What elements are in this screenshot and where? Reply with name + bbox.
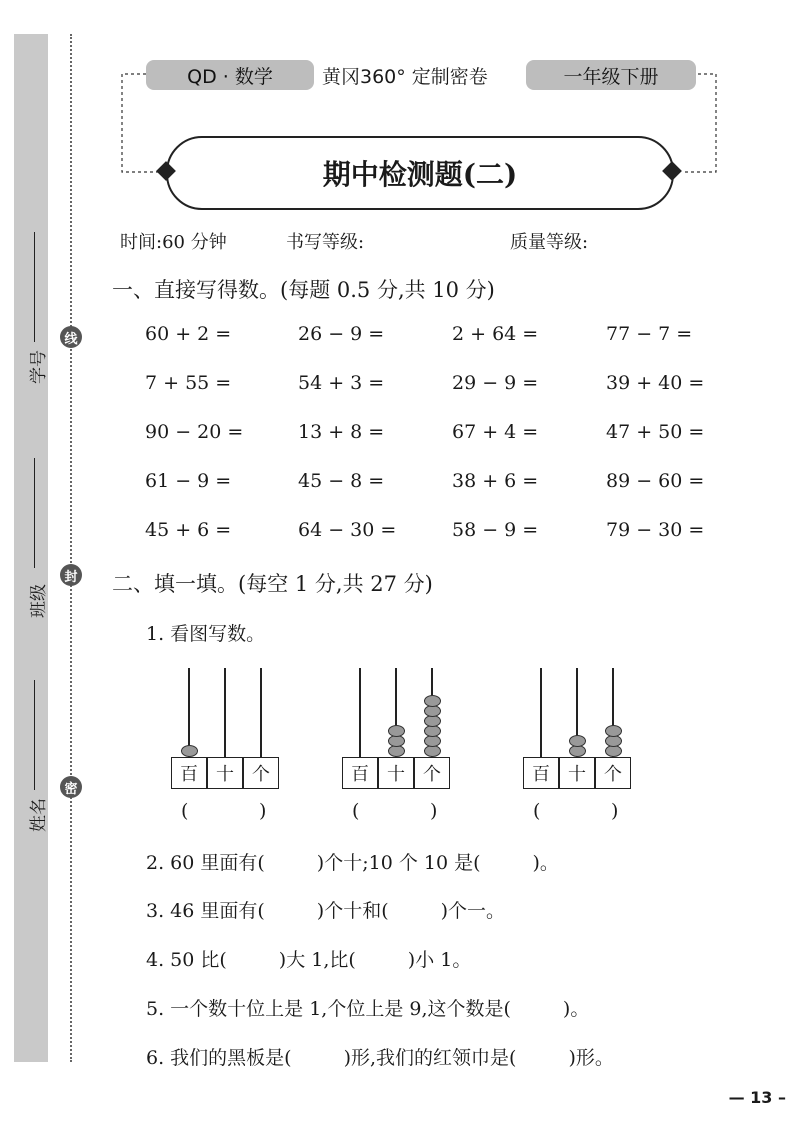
question-5-part-a: 5. 一个数十位上是 1,个位上是 9,这个数是( (146, 998, 511, 1020)
page-number: — 13 – (728, 1088, 786, 1107)
answer-blank[interactable] (366, 802, 428, 824)
equation-item: 89 − 60 = (606, 470, 705, 492)
question-2-part-a: 2. 60 里面有( (146, 852, 265, 874)
equation-item: 58 − 9 = (452, 519, 539, 541)
abacus-bead (181, 745, 198, 757)
equation-item: 64 − 30 = (298, 519, 397, 541)
question-2-part-c: )。 (532, 852, 559, 874)
quality-grade-label: 质量等级: (510, 232, 589, 253)
abacus-place-label: 百 (342, 757, 378, 789)
equation-item: 2 + 64 = (452, 323, 539, 345)
equation-item: 7 + 55 = (145, 372, 232, 394)
student-id-label: 学号 (29, 350, 49, 384)
abacus-place-label: 个 (243, 757, 279, 789)
abacus-place-label: 十 (378, 757, 414, 789)
seal-seal-icon: 封 (60, 564, 82, 586)
question-3 (146, 896, 505, 923)
question-3-part-a: 3. 46 里面有( (146, 900, 265, 922)
answer-paren-left: ( (181, 800, 189, 822)
seal-line-icon: 线 (60, 326, 82, 348)
question-2-part-b: )个十;10 个 10 是( (316, 852, 481, 874)
abacus-rod (224, 668, 226, 757)
equation-item: 45 − 8 = (298, 470, 385, 492)
equation-item: 45 + 6 = (145, 519, 232, 541)
page-title: 期中检测题(二) (166, 136, 674, 210)
time-label: 时间:60 分钟 (120, 232, 227, 253)
question-4-part-b: )大 1,比( (278, 949, 356, 971)
class-label: 班级 (29, 584, 49, 618)
abacus-place-label: 百 (523, 757, 559, 789)
question-1: 1. 看图写数。 (146, 623, 266, 645)
equation-item: 13 + 8 = (298, 421, 385, 443)
answer-blank[interactable] (547, 802, 609, 824)
question-3-part-c: )个一。 (440, 900, 506, 922)
equation-item: 60 + 2 = (145, 323, 232, 345)
abacus-place-label: 十 (559, 757, 595, 789)
abacus-place-label: 百 (171, 757, 207, 789)
abacus-bead (569, 735, 586, 747)
question-2 (146, 848, 559, 875)
class-field[interactable] (34, 458, 35, 568)
abacus-place-label: 个 (595, 757, 631, 789)
question-6-part-b: )形,我们的红领巾是( (343, 1047, 517, 1069)
subject-pill: QD · 数学 (146, 60, 314, 90)
equation-item: 38 + 6 = (452, 470, 539, 492)
question-5 (146, 994, 589, 1021)
equation-item: 61 − 9 = (145, 470, 232, 492)
question-6-part-c: )形。 (568, 1047, 614, 1069)
question-6 (146, 1043, 614, 1070)
seal-secret-icon: 密 (60, 776, 82, 798)
abacus-place-label: 十 (207, 757, 243, 789)
name-field[interactable] (34, 680, 35, 790)
grade-pill: 一年级下册 (526, 60, 696, 90)
abacus-rod (260, 668, 262, 757)
equation-item: 67 + 4 = (452, 421, 539, 443)
question-3-part-b: )个十和( (316, 900, 389, 922)
equation-item: 29 − 9 = (452, 372, 539, 394)
answer-paren-right: ) (430, 800, 438, 822)
abacus-rod (540, 668, 542, 757)
section1-heading: 一、直接写得数。(每题 0.5 分,共 10 分) (112, 278, 495, 302)
question-4-part-c: )小 1。 (407, 949, 472, 971)
student-id-field[interactable] (34, 232, 35, 342)
abacus-rod (359, 668, 361, 757)
answer-blank[interactable] (195, 802, 257, 824)
answer-paren-right: ) (259, 800, 267, 822)
series-title: 黄冈360° 定制密卷 (322, 66, 488, 88)
answer-paren-right: ) (611, 800, 619, 822)
writing-grade-label: 书写等级: (286, 232, 365, 253)
equation-item: 47 + 50 = (606, 421, 705, 443)
section2-heading: 二、填一填。(每空 1 分,共 27 分) (112, 572, 433, 596)
equation-item: 26 − 9 = (298, 323, 385, 345)
abacus-bead (605, 725, 622, 737)
equation-item: 39 + 40 = (606, 372, 705, 394)
question-4-part-a: 4. 50 比( (146, 949, 227, 971)
name-label: 姓名 (29, 798, 49, 832)
equation-item: 54 + 3 = (298, 372, 385, 394)
equation-item: 90 − 20 = (145, 421, 244, 443)
question-5-part-b: )。 (562, 998, 590, 1020)
abacus-bead (424, 695, 441, 707)
abacus-bead (388, 725, 405, 737)
equation-item: 79 − 30 = (606, 519, 705, 541)
abacus-place-label: 个 (414, 757, 450, 789)
question-4 (146, 945, 471, 972)
abacus-rod (188, 668, 190, 757)
question-6-part-a: 6. 我们的黑板是( (146, 1047, 292, 1069)
answer-paren-left: ( (352, 800, 360, 822)
answer-paren-left: ( (533, 800, 541, 822)
equation-item: 77 − 7 = (606, 323, 693, 345)
